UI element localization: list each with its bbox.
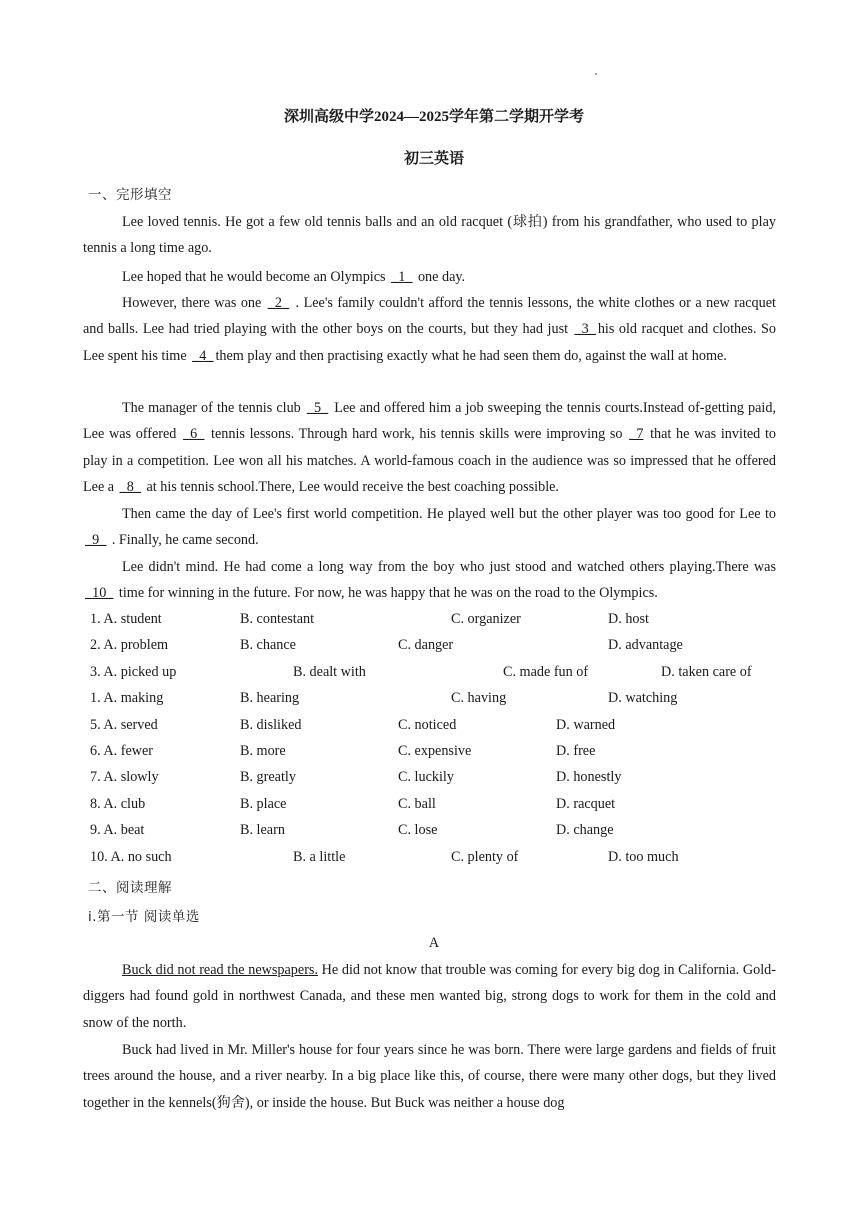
blank-4: _4_ xyxy=(192,347,214,364)
section-subheading-reading: i.第一节 阅读单选 xyxy=(88,909,200,925)
cloze-paragraph-5: Then came the day of Lee's first world competition. He played well but the other player was too good for Lee to _9_ . Finally, he came second. xyxy=(85,506,776,549)
option-2d: D. advantage xyxy=(608,637,683,653)
option-8b: B. place xyxy=(240,796,287,812)
option-1d: D. host xyxy=(608,611,649,627)
blank-1: _1_ xyxy=(391,269,413,285)
underlined-sentence: Buck did not read the newspapers. xyxy=(122,962,318,978)
blank-10: _10_ xyxy=(85,585,114,602)
cloze-paragraph-6: Lee didn't mind. He had come a long way from the boy who just stood and watched others playing.There was _10_ time for winning in the future. For now, he was happy that he was on the road to the Olympics. xyxy=(85,559,776,602)
option-5a: 5. A. served xyxy=(90,717,158,733)
option-9b: B. learn xyxy=(240,822,285,838)
option-1c: C. organizer xyxy=(451,611,521,627)
cloze-paragraph-4: The manager of the tennis club _5_ Lee and offered him a job sweeping the tennis courts.Instead of-getting paid, Lee was offered _6_ tennis lessons. Through hard work, his tennis skills were improving so _7 that he was invited to play in a competition. Lee won all his matches. A world-famous coach in the audience was so impressed that he offered Lee a _8_ at his tennis school.There, Lee would receive the best coaching possible. xyxy=(83,400,776,496)
option-5b: B. disliked xyxy=(240,717,302,733)
option-1b: B. contestant xyxy=(240,611,315,627)
option-2c: C. danger xyxy=(398,637,454,653)
option-3a: 3. A. picked up xyxy=(90,664,177,680)
page-title: 深圳高级中学2024—2025学年第二学期开学考 xyxy=(283,109,584,125)
option-8a: 8. A. club xyxy=(90,796,146,812)
option-2a: 2. A. problem xyxy=(90,637,169,653)
option-10c: C. plenty of xyxy=(451,849,519,865)
option-3d: D. taken care of xyxy=(661,664,752,680)
option-5c: C. noticed xyxy=(398,717,457,733)
option-6c: C. expensive xyxy=(398,743,472,759)
page-subtitle: 初三英语 xyxy=(403,151,464,167)
blank-8: _8_ xyxy=(119,479,141,496)
option-8c: C. ball xyxy=(398,796,436,812)
option-10d: D. too much xyxy=(608,849,679,865)
option-9d: D. change xyxy=(556,822,614,838)
cloze-paragraph-3: However, there was one _2_ . Lee's family couldn't afford the tennis lessons, the white clothes or a new racquet and balls. Lee had tried playing with the other boys on the courts, but they had just _3_ his old racquet and clothes. So Lee spent his time _4_ them play and then practising exactly what he had seen them do, against the wall at home. xyxy=(83,295,776,364)
option-4d: D. watching xyxy=(608,690,678,706)
cloze-paragraph-2: Lee hoped that he would become an Olympics _1_ one day. xyxy=(122,269,466,285)
option-4a: 1. A. making xyxy=(90,690,164,706)
option-5d: D. warned xyxy=(556,717,616,733)
blank-6: _6_ xyxy=(183,426,205,443)
blank-2: _2_ xyxy=(267,295,290,311)
reading-paragraph-1: Buck did not read the newspapers. He did not know that trouble was coming for every big dog in California. Gold-diggers had found gold in northwest Canada, and these men wanted big, strong dogs to work for them in the cold and snow of the north. xyxy=(83,962,776,1031)
blank-3: _3_ xyxy=(574,321,596,338)
option-2b: B. chance xyxy=(240,637,296,653)
option-6a: 6. A. fewer xyxy=(90,743,154,759)
blank-5: _5_ xyxy=(306,400,329,416)
scan-dot xyxy=(595,73,597,75)
option-1a: 1. A. student xyxy=(90,611,162,627)
option-9a: 9. A. beat xyxy=(90,822,145,838)
option-7b: B. greatly xyxy=(240,769,296,785)
option-7d: D. honestly xyxy=(556,769,622,785)
option-6b: B. more xyxy=(240,743,286,759)
option-7a: 7. A. slowly xyxy=(90,769,159,785)
option-7c: C. luckily xyxy=(398,769,454,785)
option-4b: B. hearing xyxy=(240,690,300,706)
option-10b: B. a little xyxy=(293,849,346,865)
reading-paragraph-2: Buck had lived in Mr. Miller's house for four years since he was born. There were large gardens and fields of fruit trees around the house, and a river nearby. In a big place like this, of course, there were many other dogs, but they lived together in the kennels(狗舍), or inside the house. But Buck was neither a house dog xyxy=(83,1042,776,1111)
blank-7: _7 xyxy=(629,426,644,443)
option-10a: 10. A. no such xyxy=(90,849,172,865)
option-6d: D. free xyxy=(556,743,596,759)
cloze-paragraph-1: Lee loved tennis. He got a few old tennis balls and an old racquet (球拍) from his grandfather, who used to play tennis a long time ago. xyxy=(83,214,776,257)
option-4c: C. having xyxy=(451,690,507,706)
option-8d: D. racquet xyxy=(556,796,616,812)
section-heading-cloze: 一、完形填空 xyxy=(88,187,172,203)
section-heading-reading: 二、阅读理解 xyxy=(88,880,172,896)
option-3c: C. made fun of xyxy=(503,664,589,680)
blank-9: _9_ xyxy=(85,532,107,549)
passage-label-a: A xyxy=(428,935,440,951)
option-3b: B. dealt with xyxy=(293,664,366,680)
option-9c: C. lose xyxy=(398,822,438,838)
